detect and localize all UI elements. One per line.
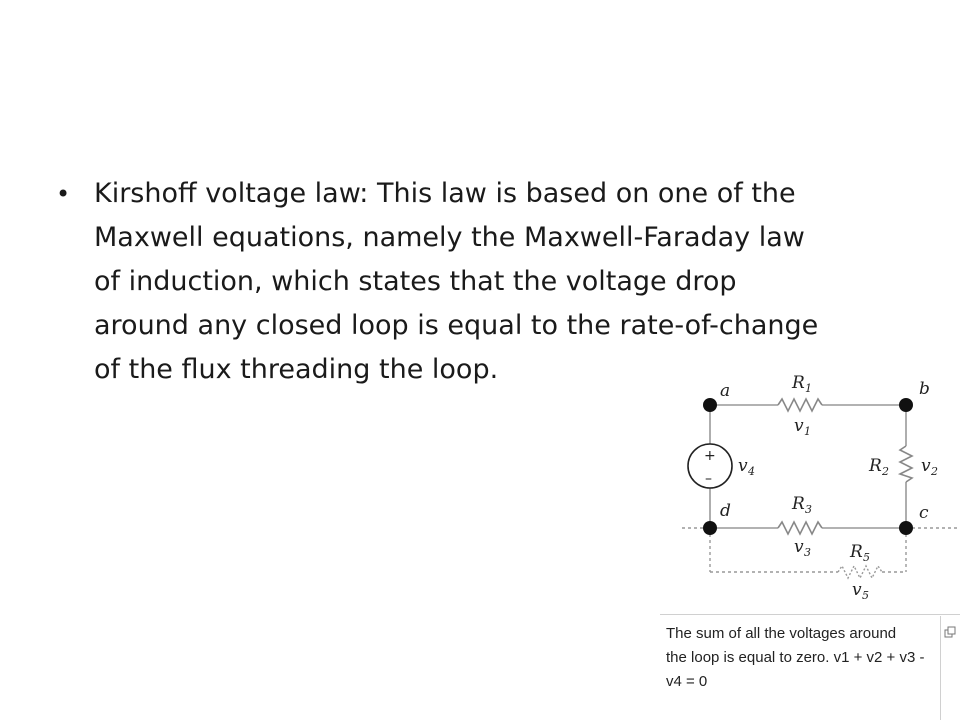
v2-sub: 2 (931, 465, 938, 478)
r3-sub: 3 (805, 503, 812, 516)
source-minus: – (705, 471, 712, 487)
node-a-dot (703, 398, 717, 412)
node-b-label: b (919, 379, 930, 399)
r1-label: R (792, 373, 805, 393)
source-plus: + (704, 448, 716, 464)
resistor-r1 (778, 399, 822, 411)
caption-divider (660, 614, 960, 615)
resistor-r2 (900, 446, 912, 482)
node-d-label: d (720, 501, 731, 521)
v5-sub: 5 (862, 589, 869, 602)
r2-label: R (869, 456, 882, 476)
node-d-dot (703, 521, 717, 535)
r2-sub: 2 (882, 465, 889, 478)
node-b-dot (899, 398, 913, 412)
v1-sub: 1 (804, 425, 811, 438)
v5-label: v (852, 580, 862, 600)
enlarge-icon[interactable] (944, 626, 956, 638)
v4-label: v (738, 456, 748, 476)
v2-label: v (921, 456, 931, 476)
bullet-dot: • (56, 180, 71, 208)
node-c-label: c (919, 503, 929, 523)
r5-label: R (850, 542, 863, 562)
bullet-text: Kirshoff voltage law: This law is based on one of the Maxwell equations, namely the Maxwell-Faraday law of induction, which states that the voltage drop around any closed loop is equal to the rate-of-change of the flux threading the loop. (94, 178, 819, 385)
v3-sub: 3 (804, 546, 811, 559)
r5-sub: 5 (863, 551, 870, 564)
v4-sub: 4 (748, 465, 755, 478)
circuit-diagram (660, 358, 960, 618)
v3-label: v (794, 537, 804, 557)
resistor-r3 (778, 522, 822, 534)
resistor-r5 (838, 566, 882, 578)
r1-sub: 1 (805, 382, 812, 395)
node-a-label: a (720, 381, 731, 401)
r3-label: R (792, 494, 805, 514)
node-c-dot (899, 521, 913, 535)
figure-caption: The sum of all the voltages around the loop is equal to zero. v1 + v2 + v3 - v4 = 0 (666, 625, 925, 690)
v1-label: v (794, 416, 804, 436)
